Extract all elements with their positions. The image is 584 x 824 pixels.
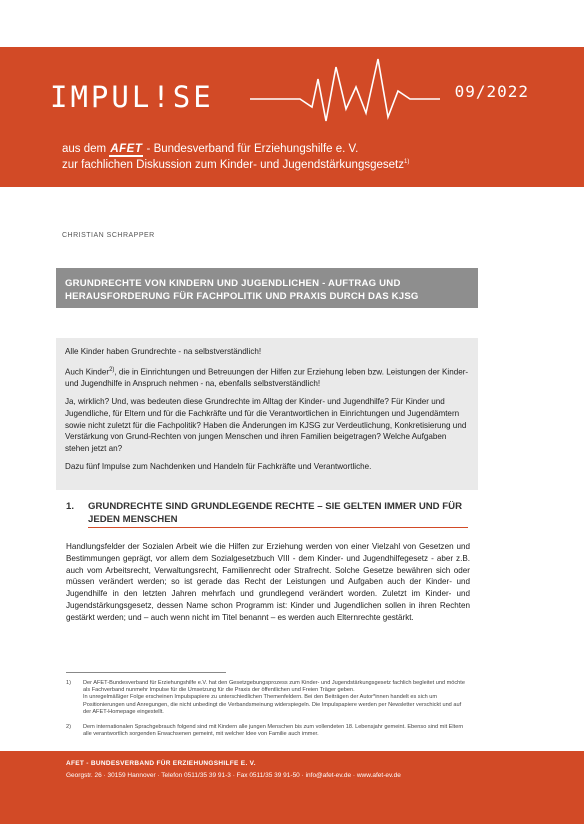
footnote-number: 2) [66, 724, 71, 731]
author-name: CHRISTIAN SCHRAPPER [62, 232, 155, 239]
footnote-1 [66, 680, 466, 716]
publisher-name: - Bundesverband für Erziehungshilfe e. V. [146, 143, 359, 155]
footer-address[interactable]: Georgstr. 26 · 30159 Hannover · Telefon 0511/35 39 91-3 · Fax 0511/35 39 91-50 · info@afet-ev.de · www.afet-ev.de [66, 772, 401, 779]
footer-band [0, 751, 584, 824]
footnote-text: Der AFET-Bundesverband für Erziehungshilfe e.V. hat den Gesetzgebungsprozess zum Kinder- und Jugendstärkungsgesetz fachlich begleitet und möchte als Fachverband nunmehr Impulse für die Umsetzung für die Praxis der öffentlichen und Freien Träger geben. [83, 680, 465, 694]
footnote-ref-1[interactable]: 1) [404, 159, 410, 166]
footnote-ref-2[interactable]: 2) [109, 366, 115, 373]
footnote-2 [66, 724, 466, 738]
issue-number: 09/2022 [454, 82, 529, 101]
section-heading-text: GRUNDRECHTE SIND GRUNDLEGENDE RECHTE – SIE GELTEN IMMER UND FÜR JEDEN MENSCHEN [88, 500, 468, 528]
intro-paragraph-3: Ja, wirklich? Und, was bedeuten diese Grundrechte im Alltag der Kinder- und Jugendhilfe? Für Kinder und Jugendliche, für Eltern und für die Fachkräfte und für die Verantwortlichen in Einrichtungen und Jugendämtern sowie nicht zuletzt für die Fachpolitik? Haben die Änderungen im KJSG zur Verdeutlichung, Konkretisierung und Verstärkung von Grund-Rechten von jungen Menschen und ihren Familien beigetragen? Welche Aufgaben stehen jetzt an? [65, 397, 467, 453]
intro-paragraph-1: Alle Kinder haben Grundrechte - na selbstverständlich! [65, 347, 262, 356]
section-1-body: Handlungsfelder der Sozialen Arbeit wie die Hilfen zur Erziehung werden von einer Vielzahl von Gesetzen und Bestimmungen geprägt, vor allem dem Sozialgesetzbuch VIII - dem Kinder- und Jugendhilfegesetz - aber z.B. auch vom Arbeitsrecht, Verwaltungsrecht, Familienrecht oder Strafrecht. Solche Gesetze bewähren sich oder müssen verändert werden; so ist gerade das Recht der Leistungen und Aufgaben auch der Kinder- und Jugendhilfe in den letzten Jahren mehrfach und grundlegend verändert worden. Zuletzt im Kinder- und Jugendstärkungsgesetz, dessen Name schon Programm ist: Kinder und Jugendlichen sollen in ihren Rechten gestärkt werden; und – auch wenn nicht im Titel benannt – es werden auch Elternrechte gestärkt. [66, 542, 470, 622]
header-band [0, 47, 584, 187]
brand-title: IMPUL!SE [50, 80, 214, 114]
afet-logo: AFET [110, 143, 143, 155]
publisher-line [62, 143, 358, 157]
footnote-text: Dem internationalen Sprachgebrauch folgend sind mit Kindern alle jungen Menschen bis zum vollendeten 18. Lebensjahr gemeint. Ebenso sind mit Eltern alle verantwortlich sorgenden Erwachsenen gemeint, mit welcher Idee von Familie auch immer. [83, 724, 464, 738]
footnote-divider [66, 672, 226, 673]
title-line-1: GRUNDRECHTE VON KINDERN UND JUGENDLICHEN - AUFTRAG UND [65, 278, 401, 289]
intro-box [56, 338, 478, 490]
article-title [56, 268, 478, 308]
footnote-number: 1) [66, 680, 71, 686]
publisher-prefix: aus dem [62, 143, 107, 155]
footer-organization: AFET - BUNDESVERBAND FÜR ERZIEHUNGSHILFE E. V. [66, 760, 256, 767]
title-line-2: HERAUSFORDERUNG FÜR FACHPOLITIK UND PRAXIS DURCH DAS KJSG [65, 291, 419, 302]
intro-paragraph-4: Dazu fünf Impulse zum Nachdenken und Handeln für Fachkräfte und Verantwortliche. [65, 462, 372, 472]
section-number: 1. [66, 501, 75, 512]
discussion-text: zur fachlichen Diskussion zum Kinder- und Jugendstärkungsgesetz [62, 159, 404, 171]
intro-paragraph-2 [65, 365, 469, 390]
footnotes [66, 680, 466, 746]
discussion-line [62, 159, 409, 171]
intro-p2-start: Auch Kinder [65, 367, 110, 377]
footnote-text-continued: In unregelmäßiger Folge erscheinen Impulspapiere zu unterschiedlichen Themenfeldern. Bei den Beiträgen der Autor*innen handelt es sich um Positionierungen und Anregungen, die nicht unbedingt die Verbandsmeinung widerspiegeln. Die Impulspapiere werden per Newsletter verschickt und auf der AFET-Homepage eingestellt. [83, 694, 462, 715]
intro-p2-end: , die in Einrichtungen und Betreuungen der Hilfen zur Erziehung leben bzw. Leistungen der Kinder- und Jugendhilfe in Anspruch nehmen - na, ebenfalls selbstverständlich! [65, 367, 469, 388]
